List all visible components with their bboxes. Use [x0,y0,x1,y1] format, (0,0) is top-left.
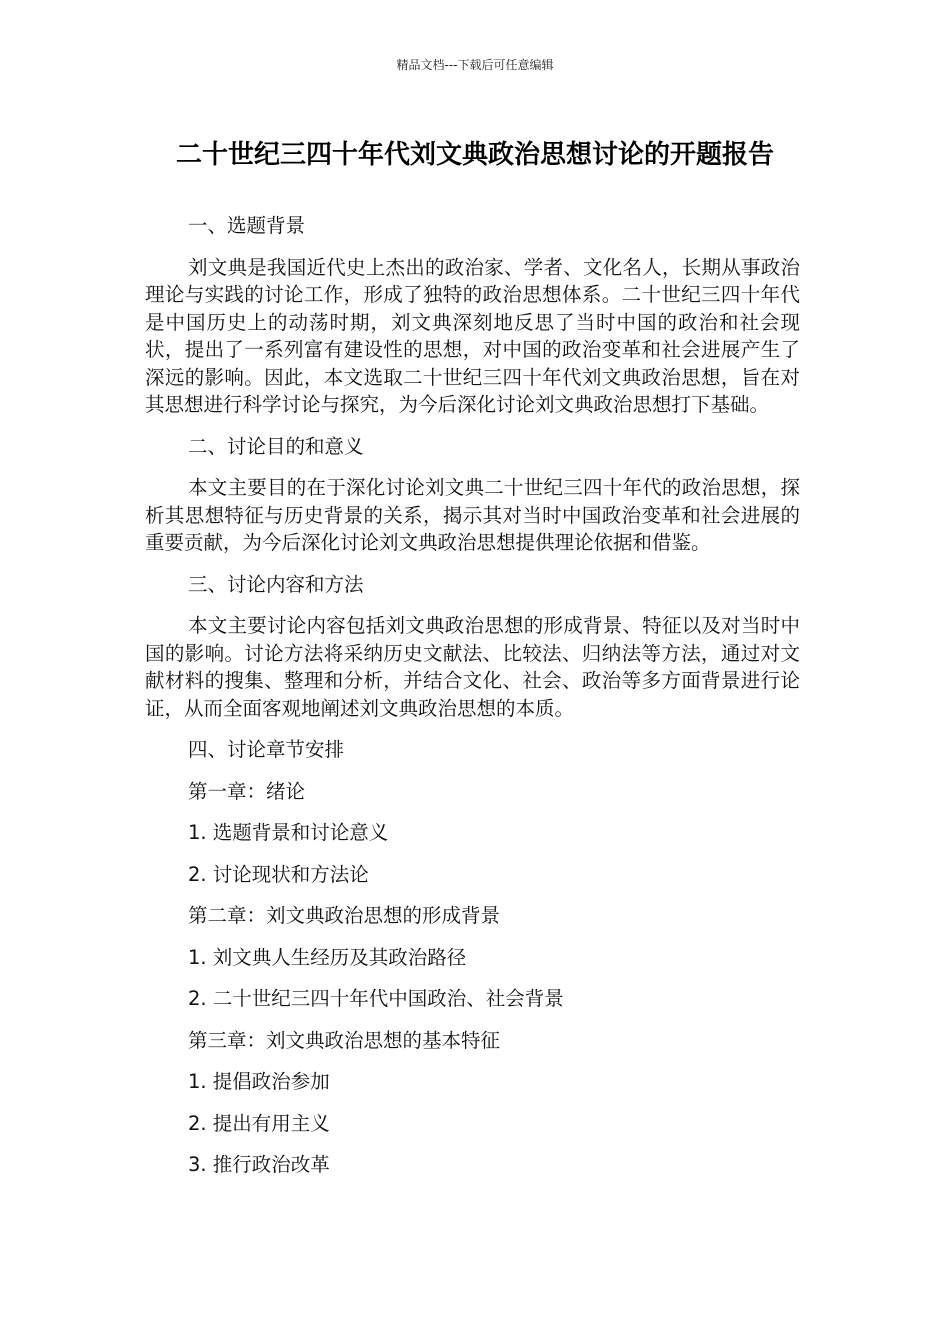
outline-item: 1. 选题背景和讨论意义 [188,821,389,844]
section-body-purpose: 本文主要目的在于深化讨论刘文典二十世纪三四十年代的政治思想，探析其思想特征与历史背景的关系，揭示其对当时中国政治变革和社会进展的重要贡献，为今后深化讨论刘文典政治思想提供理论依据和借鉴。 [145,476,800,554]
outline-chapter-2: 第二章：刘文典政治思想的形成背景 [188,904,501,927]
outline-chapter-1: 第一章：绪论 [188,779,306,803]
outline-item: 2. 提出有用主义 [188,1111,330,1135]
outline-item: 2. 讨论现状和方法论 [188,862,369,886]
section-heading-content-method: 三、讨论内容和方法 [188,572,364,596]
section-heading-purpose: 二、讨论目的和意义 [188,434,364,458]
page-header: 精品文档---下载后可任意编辑 [396,58,554,72]
outline-item: 2. 二十世纪三四十年代中国政治、社会背景 [188,987,564,1010]
document-body [145,212,800,1193]
outline-chapter-3: 第三章：刘文典政治思想的基本特征 [188,1028,501,1052]
section-body-content-method: 本文主要讨论内容包括刘文典政治思想的形成背景、特征以及对当时中国的影响。讨论方法将采纳历史文献法、比较法、归纳法等方法，通过对文献材料的搜集、整理和分析，并结合文化、社会、政治等多方面背景进行论证，从而全面客观地阐述刘文典政治思想的本质。 [145,614,800,720]
outline-item: 1. 提倡政治参加 [188,1070,330,1093]
section-heading-background: 一、选题背景 [188,214,306,237]
document-title: 二十世纪三四十年代刘文典政治思想讨论的开题报告 [175,140,774,170]
section-body-background: 刘文典是我国近代史上杰出的政治家、学者、文化名人，长期从事政治理论与实践的讨论工作，形成了独特的政治思想体系。二十世纪三四十年代是中国历史上的动荡时期，刘文典深刻地反思了当时中国的政治和社会现状，提出了一系列富有建设性的思想，对中国的政治变革和社会进展产生了深远的影响。因此，本文选取二十世纪三四十年代刘文典政治思想，旨在对其思想进行科学讨论与探究，为今后深化讨论刘文典政治思想打下基础。 [145,255,800,416]
outline-item: 3. 推行政治改革 [188,1153,330,1176]
section-heading-chapters: 四、讨论章节安排 [188,738,345,761]
outline-item: 1. 刘文典人生经历及其政治路径 [188,945,467,969]
